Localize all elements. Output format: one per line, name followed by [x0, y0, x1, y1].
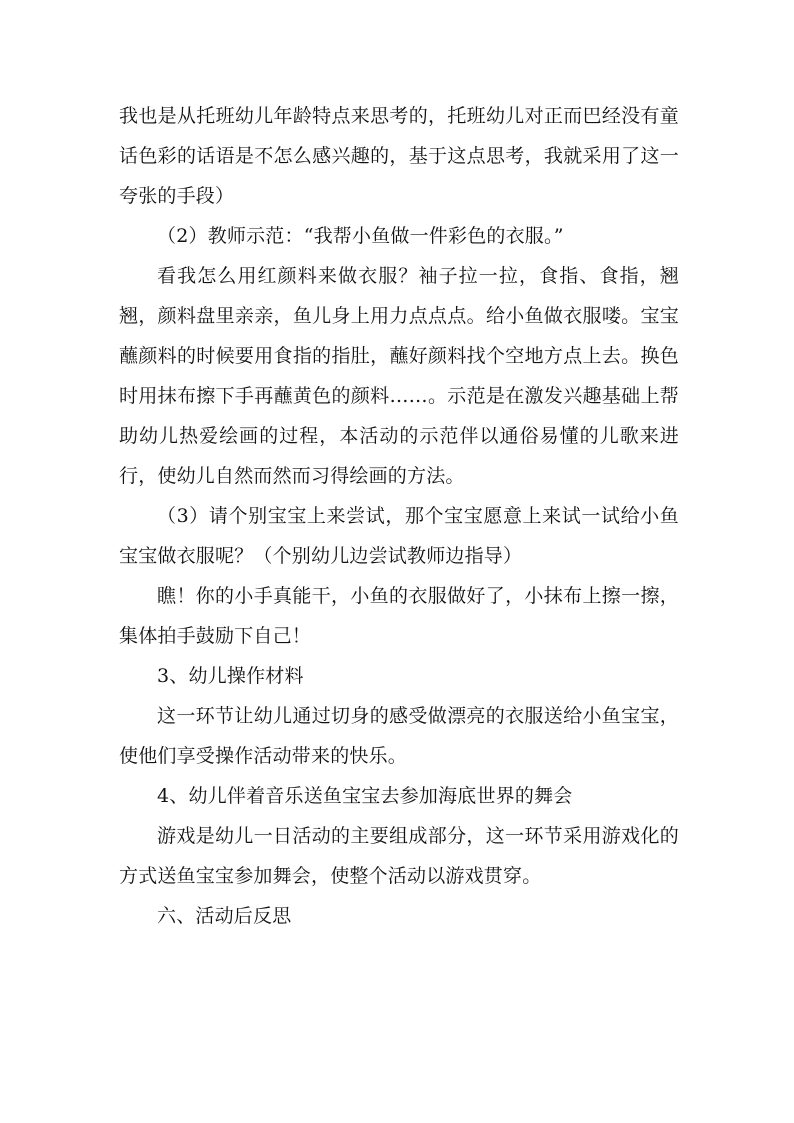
document-body [119, 96, 679, 936]
paragraph-2: （2）教师示范：“我帮小鱼做一件彩色的衣服。” [157, 225, 564, 247]
paragraph-1: 我也是从托班幼儿年龄特点来思考的，托班幼儿对正而巴经没有童话色彩的话语是不怎么感兴趣的，基于这点思考，我就采用了这一夸张的手段） [119, 105, 679, 207]
paragraph-5: 瞧！你的小手真能干，小鱼的衣服做好了，小抹布上擦一擦，集体拍手鼓励下自己！ [119, 585, 679, 647]
heading-section-6: 六、活动后反思 [157, 905, 292, 927]
paragraph-3: 看我怎么用红颜料来做衣服？袖子拉一拉，食指、食指，翘翘，颜料盘里亲亲，鱼儿身上用力点点点。给小鱼做衣服喽。宝宝蘸颜料的时候要用食指的指肚，蘸好颜料找个空地方点上去。换色时用抹布擦下手再蘸黄色的颜料……。示范是在激发兴趣基础上帮助幼儿热爱绘画的过程，本活动的示范伴以通俗易懂的儿歌来进行，使幼儿自然而然而习得绘画的方法。 [119, 265, 679, 487]
paragraph-7: 这一环节让幼儿通过切身的感受做漂亮的衣服送给小鱼宝宝，使他们享受操作活动带来的快乐。 [119, 705, 679, 767]
paragraph-9: 游戏是幼儿一日活动的主要组成部分，这一环节采用游戏化的方式送鱼宝宝参加舞会，使整个活动以游戏贯穿。 [119, 825, 679, 887]
paragraph-4: （3）请个别宝宝上来尝试，那个宝宝愿意上来试一试给小鱼宝宝做衣服呢？（个别幼儿边尝试教师边指导） [119, 505, 679, 567]
heading-step-3: 3、幼儿操作材料 [157, 665, 304, 687]
heading-step-4: 4、幼儿伴着音乐送鱼宝宝去参加海底世界的舞会 [157, 785, 573, 807]
